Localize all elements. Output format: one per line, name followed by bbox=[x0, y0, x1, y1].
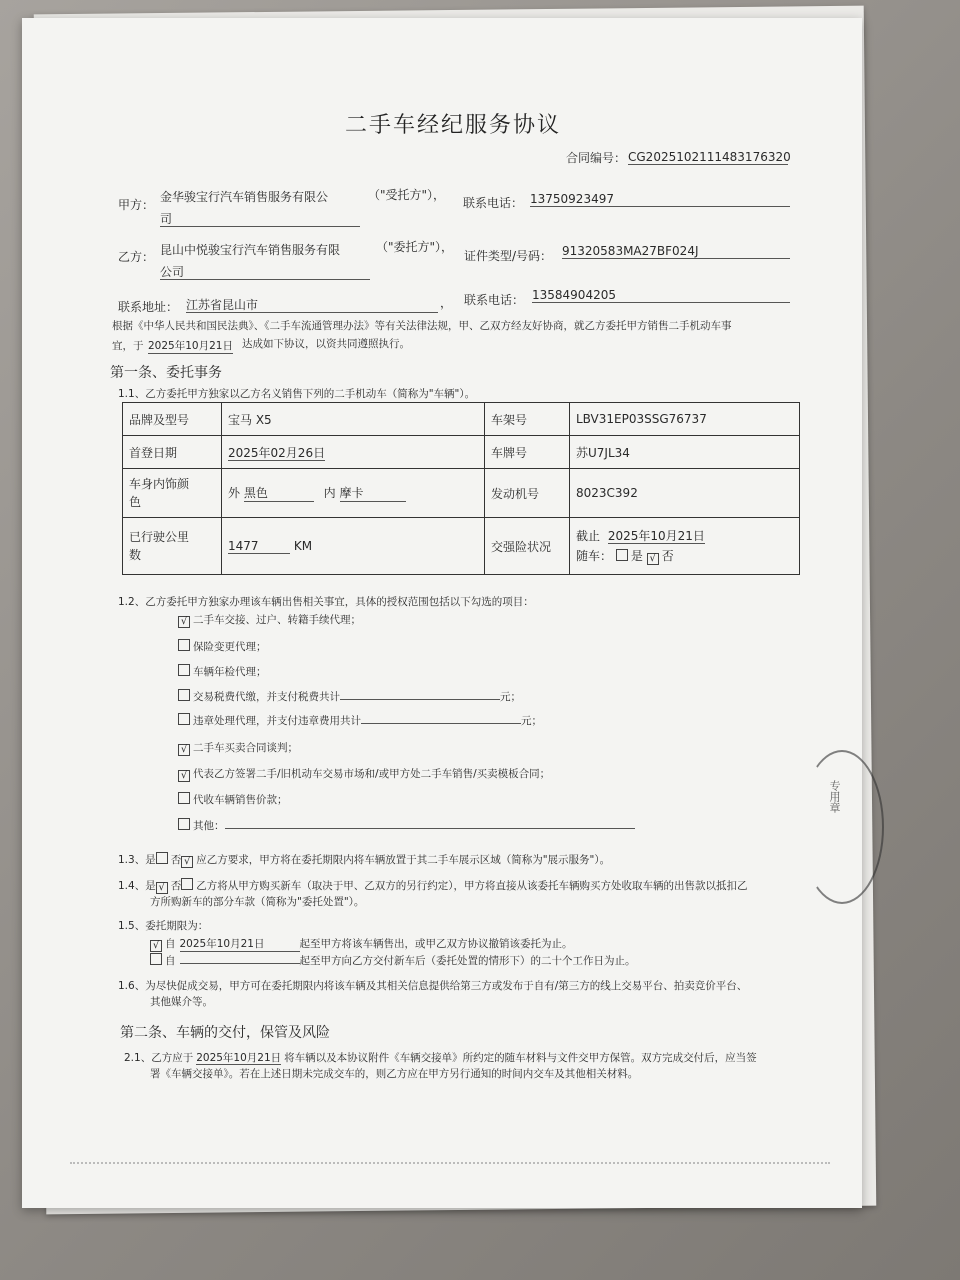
preamble-line-2b: 达成如下协议，以资共同遵照执行。 bbox=[242, 338, 410, 350]
auth-item-text: 车辆年检代理； bbox=[193, 666, 267, 678]
plate-label: 车牌号 bbox=[485, 436, 570, 469]
outer-label: 外 bbox=[228, 486, 241, 500]
mileage-label-cell bbox=[123, 518, 222, 575]
seal-stamp bbox=[800, 750, 884, 904]
reg-value: 2025年02月26日 bbox=[228, 445, 326, 460]
color-label: 车身内饰颜 bbox=[129, 477, 190, 491]
party-a-phone-label: 联系电话： bbox=[463, 196, 524, 210]
address-value: 江苏省昆山市 bbox=[186, 298, 438, 313]
clause-1-4-no-opt: 否 bbox=[170, 880, 182, 892]
preamble-line-1: 根据《中华人民共和国民法典》、《二手车流通管理办法》等有关法律法规，甲、乙双方经友好协商，就乙方委托甲方销售二手机动车事 bbox=[112, 320, 732, 332]
party-b-name-2: 公司 bbox=[160, 265, 370, 280]
term-option-2-blank bbox=[180, 952, 300, 964]
clause-1-4-no-checkbox bbox=[181, 878, 193, 890]
clause-1-3-no: 1.3、 bbox=[118, 854, 146, 866]
party-b-phone-label: 联系电话： bbox=[464, 293, 525, 307]
vehicle-table bbox=[122, 402, 800, 575]
auth-item-text: 保险变更代理； bbox=[193, 641, 267, 653]
auth-item bbox=[178, 817, 635, 833]
color-label-cell bbox=[123, 469, 222, 518]
engine-value: 8023C392 bbox=[570, 469, 800, 518]
color-label-2: 色 bbox=[129, 495, 142, 509]
term-option-2-checkbox bbox=[150, 953, 162, 965]
inner-color: 摩卡 bbox=[340, 484, 406, 502]
auth-checkbox bbox=[178, 639, 190, 651]
insurance-cell bbox=[570, 518, 800, 575]
mileage-cell bbox=[222, 518, 485, 575]
document-title: 二手车经纪服务协议 bbox=[345, 113, 562, 138]
clause-1-4-no: 1.4、 bbox=[118, 880, 146, 892]
clause-1-3-no-checkbox: √ bbox=[181, 856, 193, 868]
clause-1-6-line-1: 为尽快促成交易，甲方可在委托期限内将该车辆及其相关信息提供给第三方或发布于自有/第三方的线上交易平台、拍卖竞价平台、 bbox=[145, 980, 748, 992]
clause-1-3-text: 应乙方要求，甲方将在委托期限内将车辆放置于其二手车展示区域（简称为"展示服务"）。 bbox=[196, 854, 611, 866]
table-row bbox=[123, 403, 800, 436]
clause-1-4-yes-checkbox: √ bbox=[156, 882, 168, 894]
auth-checkbox bbox=[178, 689, 190, 701]
term-option-1 bbox=[150, 936, 573, 952]
party-a-role: （"受托方"）， bbox=[368, 188, 446, 202]
insurance-date: 2025年10月21日 bbox=[607, 529, 705, 543]
insurance-label: 交强险状况 bbox=[485, 518, 570, 575]
clause-1-4-line-2: 方所购新车的部分车款（简称为"委托处置"）。 bbox=[150, 896, 365, 908]
with-car-no-checkbox: √ bbox=[647, 553, 659, 565]
auth-item-text: 代收车辆销售价款； bbox=[193, 794, 288, 806]
term-option-1-text: 起至甲方将该车辆售出，或甲乙双方协议撤销该委托为止。 bbox=[299, 938, 573, 950]
term-option-1-prefix: 自 bbox=[165, 938, 176, 950]
reg-cell bbox=[222, 436, 485, 469]
inner-label: 内 bbox=[323, 486, 336, 500]
clause-2-1-line-2: 署《车辆交接单》。若在上述日期未完成交车的，则乙方应在甲方另行通知的时间内交车及其他相关材料。 bbox=[150, 1068, 639, 1080]
auth-checkbox: √ bbox=[178, 616, 190, 628]
party-a-label: 甲方： bbox=[118, 198, 155, 212]
table-row bbox=[123, 436, 800, 469]
clause-1-6-no: 1.6、 bbox=[118, 980, 146, 992]
clause-1-5-label: 委托期限为： bbox=[145, 920, 209, 932]
clause-1-2: 1.2、乙方委托甲方独家办理该车辆出售相关事宜，具体的授权范围包括以下勾选的项目： bbox=[118, 596, 534, 608]
auth-checkbox: √ bbox=[178, 744, 190, 756]
clause-1-4 bbox=[118, 878, 747, 894]
outer-color: 黑色 bbox=[244, 484, 314, 502]
term-start-date: 2025年10月21日 bbox=[180, 936, 300, 952]
clause-1-3-yes-checkbox bbox=[156, 852, 168, 864]
auth-item bbox=[178, 766, 550, 782]
with-car-yes-checkbox bbox=[616, 549, 628, 561]
insurance-prefix: 截止 bbox=[576, 529, 601, 543]
auth-checkbox: √ bbox=[178, 770, 190, 782]
with-car-label: 随车： bbox=[576, 549, 613, 563]
term-option-2 bbox=[150, 952, 636, 968]
auth-item bbox=[178, 740, 298, 756]
auth-item bbox=[178, 612, 361, 628]
clause-1-5-no: 1.5、 bbox=[118, 920, 146, 932]
party-b-phone: 13584904205 bbox=[532, 288, 790, 303]
clause-2-1-a: 乙方应于 bbox=[151, 1052, 194, 1064]
auth-item-text: 代表乙方签署二手/旧机动车交易市场和/或甲方处二手车销售/买卖模板合同； bbox=[193, 768, 551, 780]
article-1-heading: 第一条、委托事务 bbox=[110, 365, 222, 381]
auth-item-text: 其他： bbox=[193, 820, 225, 832]
auth-item bbox=[178, 792, 288, 807]
engine-label: 发动机号 bbox=[485, 469, 570, 518]
clause-2-1-no: 2.1、 bbox=[124, 1052, 152, 1064]
mileage-unit: KM bbox=[293, 538, 313, 553]
term-option-2-prefix: 自 bbox=[165, 955, 176, 967]
with-car-no: 否 bbox=[661, 549, 674, 563]
auth-item-text: 交易税费代缴，并支付税费共计 bbox=[193, 691, 340, 703]
violation-blank bbox=[361, 712, 521, 724]
reg-label: 首登日期 bbox=[123, 436, 222, 469]
clause-1-4-line-1: 乙方将从甲方购买新车（取决于甲、乙双方的另行约定），甲方将直接从该委托车辆购买方处收取车辆的出售款以抵扣乙 bbox=[196, 880, 748, 892]
brand-value: 宝马 X5 bbox=[222, 403, 485, 436]
party-b-name: 昆山中悦骏宝行汽车销售服务有限 bbox=[160, 243, 341, 257]
color-cell bbox=[222, 469, 485, 518]
auth-item-text: 二手车买卖合同谈判； bbox=[193, 742, 298, 754]
address-label: 联系地址： bbox=[118, 300, 179, 314]
seal-text: 专用章 bbox=[828, 780, 841, 813]
clause-1-3-no-opt: 否 bbox=[170, 854, 182, 866]
party-a-phone: 13750923497 bbox=[530, 192, 790, 207]
tax-blank bbox=[340, 688, 500, 700]
auth-item-suffix: 元； bbox=[521, 715, 542, 727]
auth-item-text: 违章处理代理，并支付违章费用共计 bbox=[193, 715, 361, 727]
table-row bbox=[123, 469, 800, 518]
term-option-2-text: 起至甲方向乙方交付新车后（委托处置的情形下）的二十个工作日为止。 bbox=[299, 955, 636, 967]
party-b-role: （"委托方"）， bbox=[376, 240, 454, 254]
clause-1-6-line-2: 其他媒介等。 bbox=[150, 996, 213, 1008]
page-bottom-border bbox=[70, 1162, 830, 1164]
contract-no: CG20251021114831763​20 bbox=[628, 150, 791, 164]
contract-no-label: 合同编号： bbox=[566, 151, 627, 165]
party-b-id-label: 证件类型/号码： bbox=[464, 249, 553, 263]
preamble-date: 2025年10月21日 bbox=[148, 340, 233, 352]
clause-1-5-intro bbox=[118, 918, 208, 933]
address-comma: ， bbox=[440, 296, 453, 310]
article-2-heading: 第二条、车辆的交付，保管及风险 bbox=[120, 1025, 330, 1041]
table-row bbox=[123, 518, 800, 575]
brand-label: 品牌及型号 bbox=[123, 403, 222, 436]
clause-2-1-date: 2025年10月21日 bbox=[196, 1052, 282, 1064]
plate-value: 苏U7JL34 bbox=[570, 436, 800, 469]
clause-1-3-yes: 是 bbox=[145, 854, 156, 866]
clause-2-1-b: 将车辆以及本协议附件《车辆交接单》所约定的随车材料与文件交甲方保管。双方完成交付后，应当签 bbox=[284, 1052, 757, 1064]
other-blank bbox=[225, 817, 635, 829]
auth-checkbox bbox=[178, 664, 190, 676]
party-a-name-2: 司 bbox=[160, 212, 360, 227]
auth-item bbox=[178, 664, 267, 679]
with-car-yes: 是 bbox=[630, 549, 643, 563]
auth-item bbox=[178, 639, 267, 654]
auth-item bbox=[178, 712, 542, 728]
mileage-value: 1477 bbox=[228, 539, 290, 554]
auth-item-suffix: 元； bbox=[500, 691, 521, 703]
party-a-name: 金华骏宝行汽车销售服务有限公 bbox=[160, 190, 329, 204]
mileage-label: 已行驶公里 bbox=[129, 530, 190, 544]
preamble-line-2a: 宜，于 bbox=[112, 340, 144, 352]
auth-checkbox bbox=[178, 713, 190, 725]
clause-1-3 bbox=[118, 852, 610, 868]
vin-value: LBV31EP03SSG76737 bbox=[570, 403, 800, 436]
auth-item bbox=[178, 688, 521, 704]
party-b-id: 91320583MA27BF024J bbox=[562, 244, 790, 259]
auth-item-text: 二手车交接、过户、转籍手续代理； bbox=[193, 614, 361, 626]
clause-1-6 bbox=[118, 978, 747, 993]
mileage-label-2: 数 bbox=[129, 548, 142, 562]
clause-1-4-yes: 是 bbox=[145, 880, 156, 892]
vin-label: 车架号 bbox=[485, 403, 570, 436]
auth-checkbox bbox=[178, 818, 190, 830]
term-option-1-checkbox: √ bbox=[150, 940, 162, 952]
clause-1-1: 1.1、乙方委托甲方独家以乙方名义销售下列的二手机动车（简称为"车辆"）。 bbox=[118, 388, 476, 400]
clause-2-1 bbox=[124, 1050, 757, 1065]
auth-checkbox bbox=[178, 792, 190, 804]
party-b-label: 乙方： bbox=[118, 250, 155, 264]
